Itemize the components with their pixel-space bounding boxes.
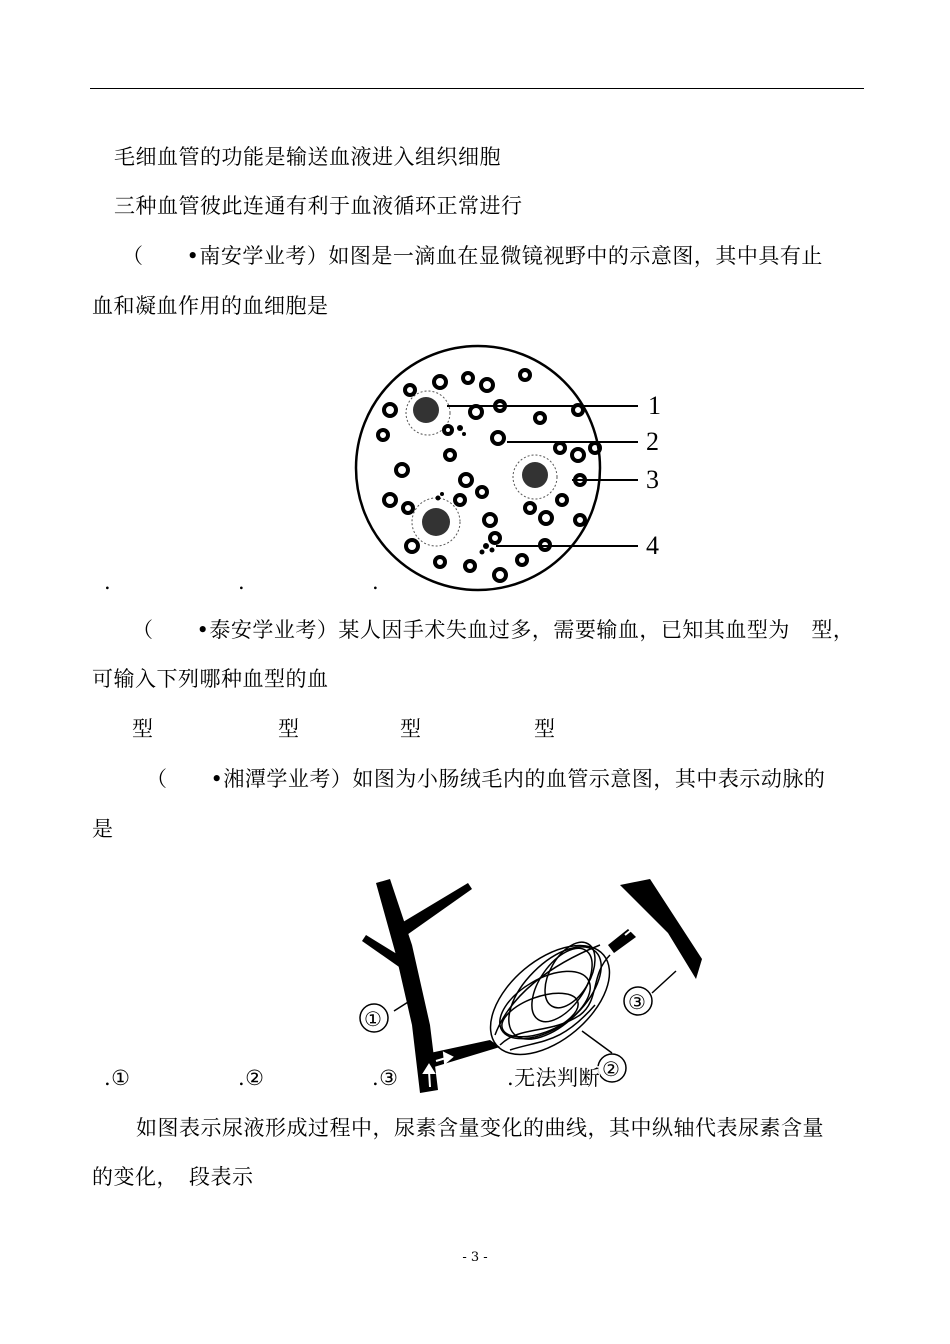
question-text: 血和凝血作用的血细胞是 [92,294,329,318]
question-text: （ •南安学业考）如图是一滴血在显微镜视野中的示意图，其中具有止 [122,244,823,268]
option-marker: . [104,570,112,594]
option-text: .③ [372,1066,399,1090]
figure-label: ② [602,1059,620,1081]
question-text: （ •湘潭学业考）如图为小肠绒毛内的血管示意图，其中表示动脉的 [146,767,826,791]
page-number: - 3 - [462,1250,488,1265]
option-text: 型 [278,717,300,741]
figure-label: 3 [646,465,659,494]
option-text: 型 [132,717,154,741]
question-text: 是 [92,817,114,841]
question-text: 可输入下列哪种血型的血 [92,667,329,691]
text-line: 三种血管彼此连通有利于血液循环正常进行 [114,194,523,218]
question-text: （ •泰安学业考）某人因手术失血过多，需要输血，已知其血型为 型， [132,618,855,642]
figure-label: ① [364,1009,382,1031]
option-text: .① [104,1066,131,1090]
question-text: 如图表示尿液形成过程中，尿素含量变化的曲线，其中纵轴代表尿素含量 [136,1116,824,1140]
question-text: 的变化， 段表示 [92,1165,254,1189]
figure-label: 2 [646,427,659,456]
header-rule [90,88,864,89]
figure-label: 4 [646,531,659,560]
text-line: 毛细血管的功能是输送血液进入组织细胞 [114,145,501,169]
option-text: 型 [400,717,422,741]
figure-label: 1 [648,391,661,420]
blood-smear-figure [350,350,670,590]
figure-label: ③ [628,992,646,1014]
option-marker: . [238,570,246,594]
option-text: .② [238,1066,265,1090]
option-text: .无法判断 [507,1066,601,1090]
option-marker: . [372,570,380,594]
option-text: 型 [534,717,556,741]
